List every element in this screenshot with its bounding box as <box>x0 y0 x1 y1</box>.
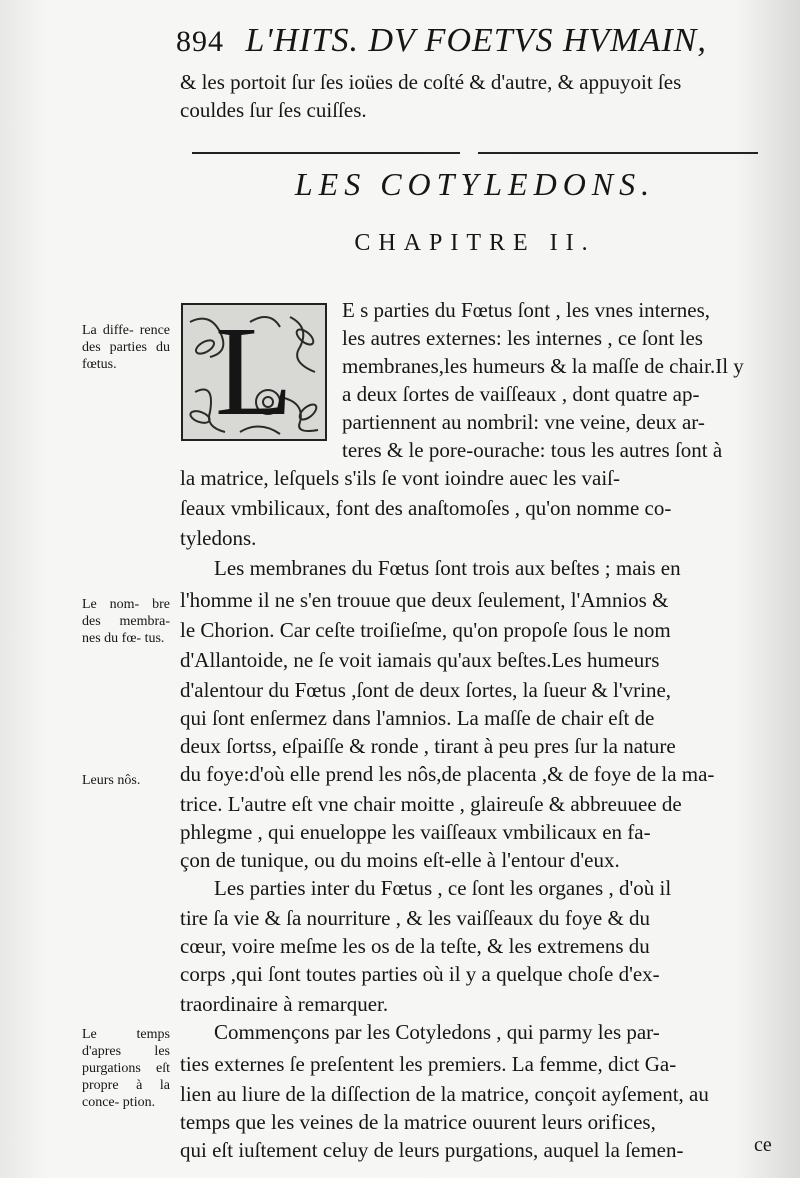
body-line: tire ſa vie & ſa nourriture , & les vaiſſeaux du foye & du <box>180 906 651 930</box>
foliage-ornament-icon <box>180 302 328 442</box>
body-line: E s parties du Fœtus ſont , les vnes internes, <box>342 298 711 322</box>
body-line: phlegme , qui enueloppe les vaiſſeaux vmbilicaux en fa- <box>180 820 651 844</box>
body-line: ſeaux vmbilicaux, font des anaſtomoſes , qu'on nomme co- <box>180 496 672 520</box>
body-line: a deux ſortes de vaiſſeaux , dont quatre ap- <box>342 382 700 406</box>
body-line: corps ,qui ſont toutes parties où il y a quelque choſe d'ex- <box>180 962 660 986</box>
body-line: le Chorion. Car ceſte troiſieſme, qu'on propoſe ſous le nom <box>180 618 671 642</box>
chapter-heading: CHAPITRE II. <box>354 230 596 256</box>
drop-cap-letter: L <box>214 302 294 442</box>
body-line: qui ſont enſermez dans l'amnios. La maſſe de chair eſt de <box>180 706 655 730</box>
body-line: Les parties inter du Fœtus , ce ſont les organes , d'où il <box>214 876 672 900</box>
body-line: cœur, voire meſme les os de la teſte, & les extremens du <box>180 934 650 958</box>
body-line: du foye:d'où elle prend les nôs,de placenta ,& de foye de la ma- <box>180 762 715 786</box>
body-line: traordinaire à remarquer. <box>180 992 389 1016</box>
catchword: ce <box>754 1134 772 1156</box>
body-line: Les membranes du Fœtus ſont trois aux beſtes ; mais en <box>214 556 681 580</box>
body-line: la matrice, leſquels s'ils ſe vont ioindre auec les vaiſ- <box>180 466 620 490</box>
body-line: Commençons par les Cotyledons , qui parmy les par- <box>214 1020 660 1044</box>
section-rule-right <box>478 152 758 154</box>
body-line: partiennent au nombril: vne veine, deux ar- <box>342 410 705 434</box>
margin-note: Le temps d'apres les purgations eſt propre à la conce- ption. <box>82 1027 170 1110</box>
body-line: ties externes ſe preſentent les premiers. La femme, dict Ga- <box>180 1052 677 1076</box>
margin-note: Le nom- bre des membra- nes du fœ- tus. <box>82 597 170 646</box>
body-line: temps que les veines de la matrice ouurent leurs orifices, <box>180 1110 656 1134</box>
body-line: trice. L'autre eſt vne chair moitte , glaireuſe & abbreuuee de <box>180 792 682 816</box>
decorated-initial <box>180 302 328 442</box>
running-title: L'HITS. DV FOETVS HVMAIN, <box>245 22 707 59</box>
body-line: teres & le pore-ourache: tous les autres ſont à <box>342 438 723 462</box>
body-line: tyledons. <box>180 526 257 550</box>
continuation-line: couldes ſur ſes cuiſſes. <box>180 98 367 122</box>
body-line: lien au liure de la diſſection de la matrice, conçoit ayſement, au <box>180 1082 709 1106</box>
body-line: d'Allantoide, ne ſe voit iamais qu'aux beſtes.Les humeurs <box>180 648 660 672</box>
body-line: l'homme il ne s'en trouue que deux ſeulement, l'Amnios & <box>180 588 669 612</box>
margin-note: La diffe- rence des parties du fœtus. <box>82 323 170 372</box>
continuation-line: & les portoit ſur ſes ioües de coſté & d'autre, & appuyoit ſes <box>180 70 682 94</box>
body-line: deux ſortss, eſpaiſſe & ronde , tirant à peu pres ſur la nature <box>180 734 676 758</box>
section-title: LES COTYLEDONS. <box>294 166 656 202</box>
running-head <box>176 22 776 60</box>
body-line: çon de tunique, ou du moins eſt-elle à l'entour d'eux. <box>180 848 620 872</box>
section-rule-left <box>192 152 460 154</box>
body-line: d'alentour du Fœtus ,ſont de deux ſortes, la ſueur & l'vrine, <box>180 678 672 702</box>
margin-note: Leurs nôs. <box>82 773 141 788</box>
page-number: 894 <box>176 25 224 58</box>
body-line: membranes,les humeurs & la maſſe de chair.Il y <box>342 354 744 378</box>
body-line: les autres externes: les internes , ce ſont les <box>342 326 703 350</box>
body-line: qui eſt iuſtement celuy de leurs purgations, auquel la ſemen- <box>180 1138 684 1162</box>
